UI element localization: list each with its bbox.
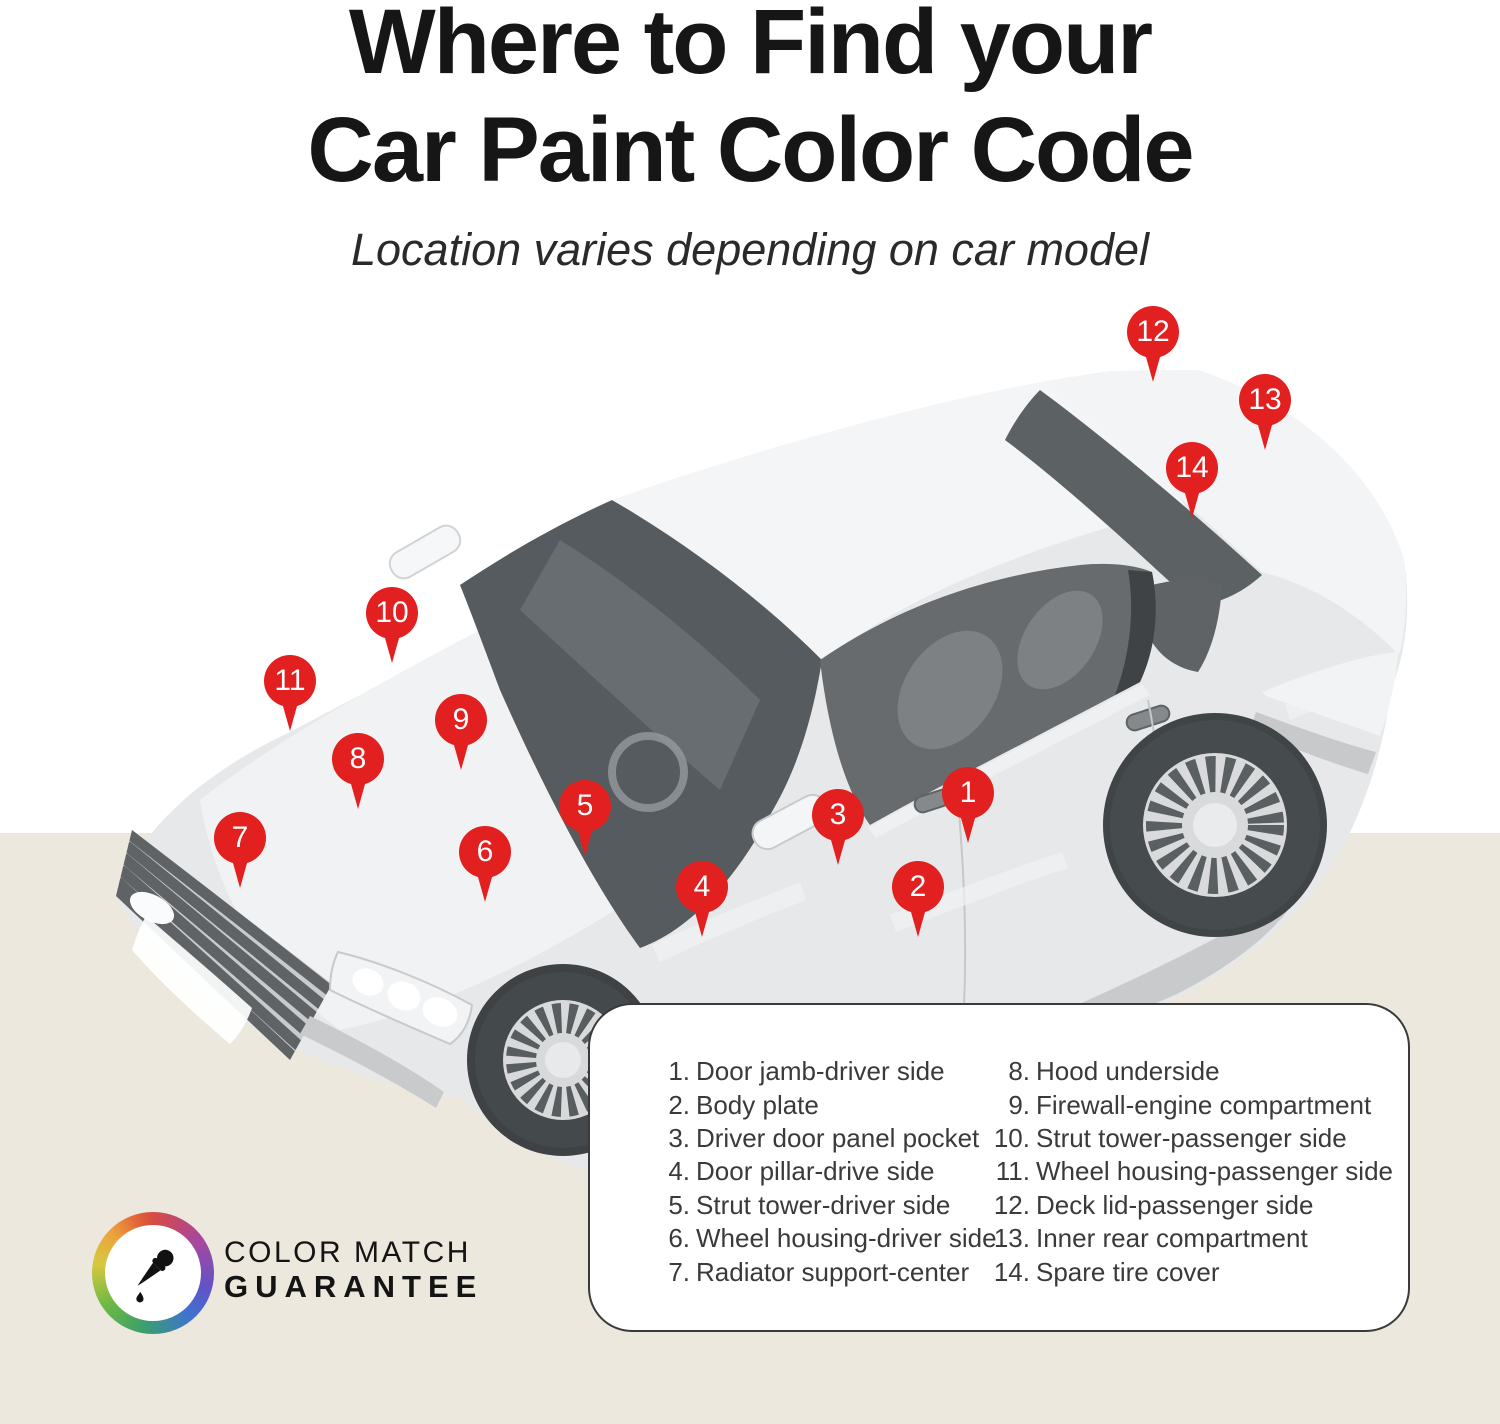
location-marker-11 — [264, 655, 316, 707]
color-wheel-icon — [92, 1212, 214, 1334]
location-marker-number: 5 — [559, 780, 611, 832]
legend-item-number: 6. — [668, 1223, 690, 1254]
location-marker-10 — [366, 587, 418, 639]
legend-item-number: 10. — [993, 1122, 1030, 1153]
location-marker-12 — [1127, 306, 1179, 358]
legend-item-number: 4. — [668, 1156, 690, 1187]
legend-item-label: Strut tower-driver side — [696, 1189, 951, 1220]
legend-item-7 — [662, 1255, 984, 1288]
legend-item-number: 2. — [668, 1089, 690, 1120]
legend-item-12 — [984, 1189, 1398, 1222]
legend-item-label: Deck lid-passenger side — [1036, 1189, 1314, 1220]
location-marker-number: 1 — [942, 767, 994, 819]
location-marker-2 — [892, 861, 944, 913]
legend-item-4 — [662, 1155, 984, 1188]
legend-item-label: Driver door panel pocket — [696, 1122, 980, 1153]
location-marker-5 — [559, 780, 611, 832]
legend-item-6 — [662, 1222, 997, 1255]
location-marker-number: 11 — [264, 655, 316, 707]
legend-item-label: Spare tire cover — [1036, 1256, 1220, 1287]
legend-item-number: 14. — [993, 1256, 1030, 1287]
location-marker-6 — [459, 826, 511, 878]
location-marker-number: 14 — [1166, 442, 1218, 494]
location-marker-number: 10 — [366, 587, 418, 639]
location-marker-number: 8 — [332, 733, 384, 785]
location-marker-13 — [1239, 374, 1291, 426]
legend-item-14 — [984, 1255, 1398, 1288]
header — [0, 0, 1500, 276]
badge-title: COLOR MATCH — [224, 1236, 471, 1269]
page-title — [0, 0, 1500, 204]
legend-item-number: 5. — [668, 1189, 690, 1220]
page-title-line1: Where to Find your — [348, 0, 1152, 93]
location-marker-number: 6 — [459, 826, 511, 878]
legend-item-label: Firewall-engine compartment — [1036, 1089, 1372, 1120]
legend-box — [588, 1003, 1410, 1332]
legend-item-9 — [984, 1088, 1398, 1121]
legend-item-label: Wheel housing-passenger side — [1036, 1156, 1393, 1187]
legend-item-label: Strut tower-passenger side — [1036, 1122, 1347, 1153]
location-marker-number: 4 — [676, 861, 728, 913]
location-marker-8 — [332, 733, 384, 785]
legend-item-number: 11. — [995, 1156, 1030, 1187]
legend-column-2 — [984, 1055, 1398, 1330]
location-marker-14 — [1166, 442, 1218, 494]
legend-item-2 — [662, 1088, 984, 1121]
location-marker-1 — [942, 767, 994, 819]
legend-item-number: 7. — [668, 1256, 690, 1287]
location-marker-3 — [812, 789, 864, 841]
legend-item-label: Body plate — [696, 1089, 819, 1120]
page-subtitle: Location varies depending on car model — [350, 224, 1150, 275]
badge-inner-circle — [105, 1225, 201, 1321]
legend-item-11 — [984, 1155, 1398, 1188]
location-marker-7 — [214, 812, 266, 864]
legend-item-number: 9. — [1008, 1089, 1030, 1120]
legend-item-number: 1. — [668, 1056, 690, 1087]
legend-item-number: 13. — [993, 1223, 1030, 1254]
legend-item-13 — [984, 1222, 1398, 1255]
location-marker-number: 3 — [812, 789, 864, 841]
location-marker-4 — [676, 861, 728, 913]
location-marker-number: 13 — [1239, 374, 1291, 426]
location-marker-number: 9 — [435, 694, 487, 746]
legend-item-label: Inner rear compartment — [1036, 1223, 1308, 1254]
location-marker-number: 7 — [214, 812, 266, 864]
legend-item-10 — [984, 1122, 1398, 1155]
legend-item-8 — [984, 1055, 1398, 1088]
page-title-line2: Car Paint Color Code — [307, 99, 1193, 201]
location-marker-number: 2 — [892, 861, 944, 913]
eyedropper-icon — [121, 1241, 185, 1305]
badge-subtitle: GUARANTEE — [224, 1269, 484, 1304]
legend-item-label: Radiator support-center — [696, 1256, 970, 1287]
legend-item-number: 8. — [1008, 1056, 1030, 1087]
legend-item-label: Door jamb-driver side — [696, 1056, 945, 1087]
legend-item-1 — [662, 1055, 984, 1088]
location-marker-number: 12 — [1127, 306, 1179, 358]
legend-item-number: 12. — [993, 1189, 1030, 1220]
legend-item-5 — [662, 1189, 984, 1222]
legend-column-1 — [662, 1055, 997, 1330]
badge-text — [224, 1236, 483, 1304]
legend-item-3 — [662, 1122, 984, 1155]
legend-item-label: Door pillar-drive side — [696, 1156, 935, 1187]
legend-item-number: 3. — [668, 1122, 690, 1153]
legend-item-label: Hood underside — [1036, 1056, 1220, 1087]
legend-item-label: Wheel housing-driver side — [696, 1223, 997, 1254]
location-marker-9 — [435, 694, 487, 746]
